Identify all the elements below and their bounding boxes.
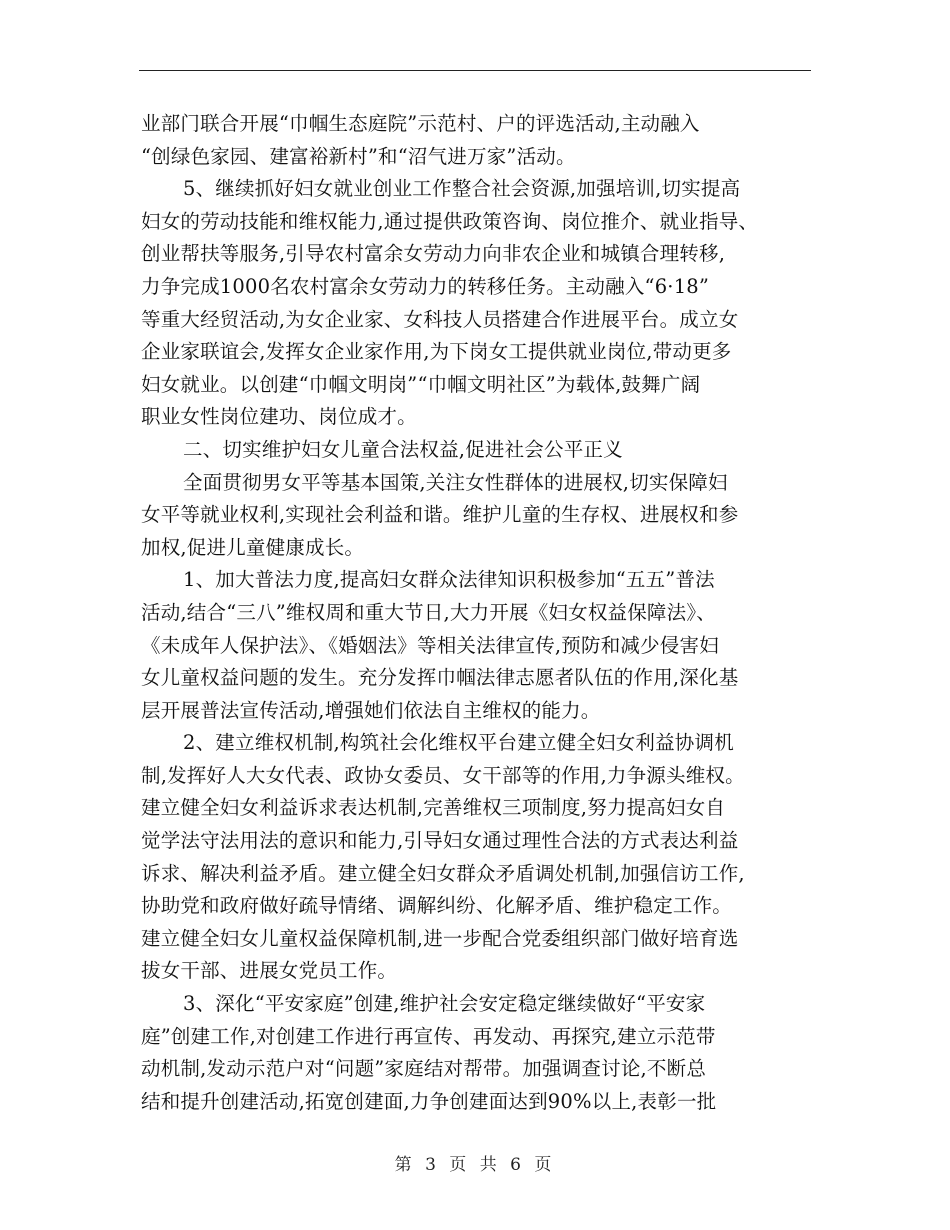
text-line: 企业家联谊会,发挥女企业家作用,为下岗女工提供就业岗位,带动更多 <box>141 340 732 364</box>
text-line: 动机制,发动示范户对“问题”家庭结对帮带。加强调查讨论,不断总 <box>141 1057 707 1081</box>
text-line: 结和提升创建活动,拓宽创建面,力争创建面达到90%以上,表彰一批 <box>141 1089 717 1113</box>
text-line: 力争完成1000名农村富余女劳动力的转移任务。主动融入“6·18” <box>141 274 710 298</box>
text-line: 全面贯彻男女平等基本国策,关注女性群体的进展权,切实保障妇 <box>183 470 728 494</box>
text-line: 活动,结合“三八”维权周和重大节日,大力开展《妇女权益保障法》、 <box>141 600 716 624</box>
text-line: 女儿童权益问题的发生。充分发挥巾帼法律志愿者队伍的作用,深化基 <box>141 666 739 690</box>
text-line: 加权,促进儿童健康成长。 <box>141 535 365 559</box>
page-footer: 第 3 页 共 6 页 <box>394 1155 556 1175</box>
text-line: 5、继续抓好妇女就业创业工作整合社会资源,加强培训,切实提高 <box>183 177 741 201</box>
text-line: 2、建立维权机制,构筑社会化维权平台建立健全妇女利益协调机 <box>183 731 734 755</box>
text-line: 拔女干部、进展女党员工作。 <box>141 959 398 983</box>
text-line: 创业帮扶等服务,引导农村富余女劳动力向非农企业和城镇合理转移, <box>141 242 726 266</box>
text-line: 3、深化“平安家庭”创建,维护社会安定稳定继续做好“平安家 <box>183 992 706 1016</box>
text-line: 制,发挥好人大女代表、政协女委员、女干部等的作用,力争源头维权。 <box>141 763 745 787</box>
text-line: 庭”创建工作,对创建工作进行再宣传、再发动、再探究,建立示范带 <box>141 1024 716 1048</box>
text-line: 建立健全妇女儿童权益保障机制,进一步配合党委组织部门做好培育选 <box>141 926 739 950</box>
text-line: 业部门联合开展“巾帼生态庭院”示范村、户的评选活动,主动融入 <box>141 112 700 135</box>
text-line: 觉学法守法用法的意识和能力,引导妇女通过理性合法的方式表达利益 <box>141 829 739 853</box>
text-line: 等重大经贸活动,为女企业家、女科技人员搭建合作进展平台。成立女 <box>141 307 739 331</box>
text-line: 妇女的劳动技能和维权能力,通过提供政策咨询、岗位推介、就业指导、 <box>141 209 759 233</box>
text-line: 层开展普法宣传活动,增强她们依法自主维权的能力。 <box>141 698 601 722</box>
header-rule <box>139 70 811 71</box>
text-line: 女平等就业权利,实现社会利益和谐。维护儿童的生存权、进展权和参 <box>141 503 739 527</box>
document-body <box>141 108 813 1118</box>
text-line: 职业女性岗位建功、岗位成才。 <box>141 405 417 429</box>
text-line: 建立健全妇女利益诉求表达机制,完善维权三项制度,努力提高妇女自 <box>141 796 726 820</box>
text-line: 诉求、解决利益矛盾。建立健全妇女群众矛盾调处机制,加强信访工作, <box>141 861 745 885</box>
text-line: 1、加大普法力度,提高妇女群众法律知识积极参加“五五”普法 <box>183 568 715 592</box>
text-line: 协助党和政府做好疏导情绪、调解纠纷、化解矛盾、维护稳定工作。 <box>141 894 733 918</box>
text-line: 《未成年人保护法》、《婚姻法》等相关法律宣传,预防和减少侵害妇 <box>141 633 719 657</box>
text-line: 妇女就业。以创建“巾帼文明岗”“巾帼文明社区”为载体,鼓舞广阔 <box>141 372 701 396</box>
text-line: “创绿色家园、建富裕新村”和“沼气进万家”活动。 <box>141 144 576 168</box>
text-line: 二、切实维护妇女儿童合法权益,促进社会公平正义 <box>183 437 623 461</box>
